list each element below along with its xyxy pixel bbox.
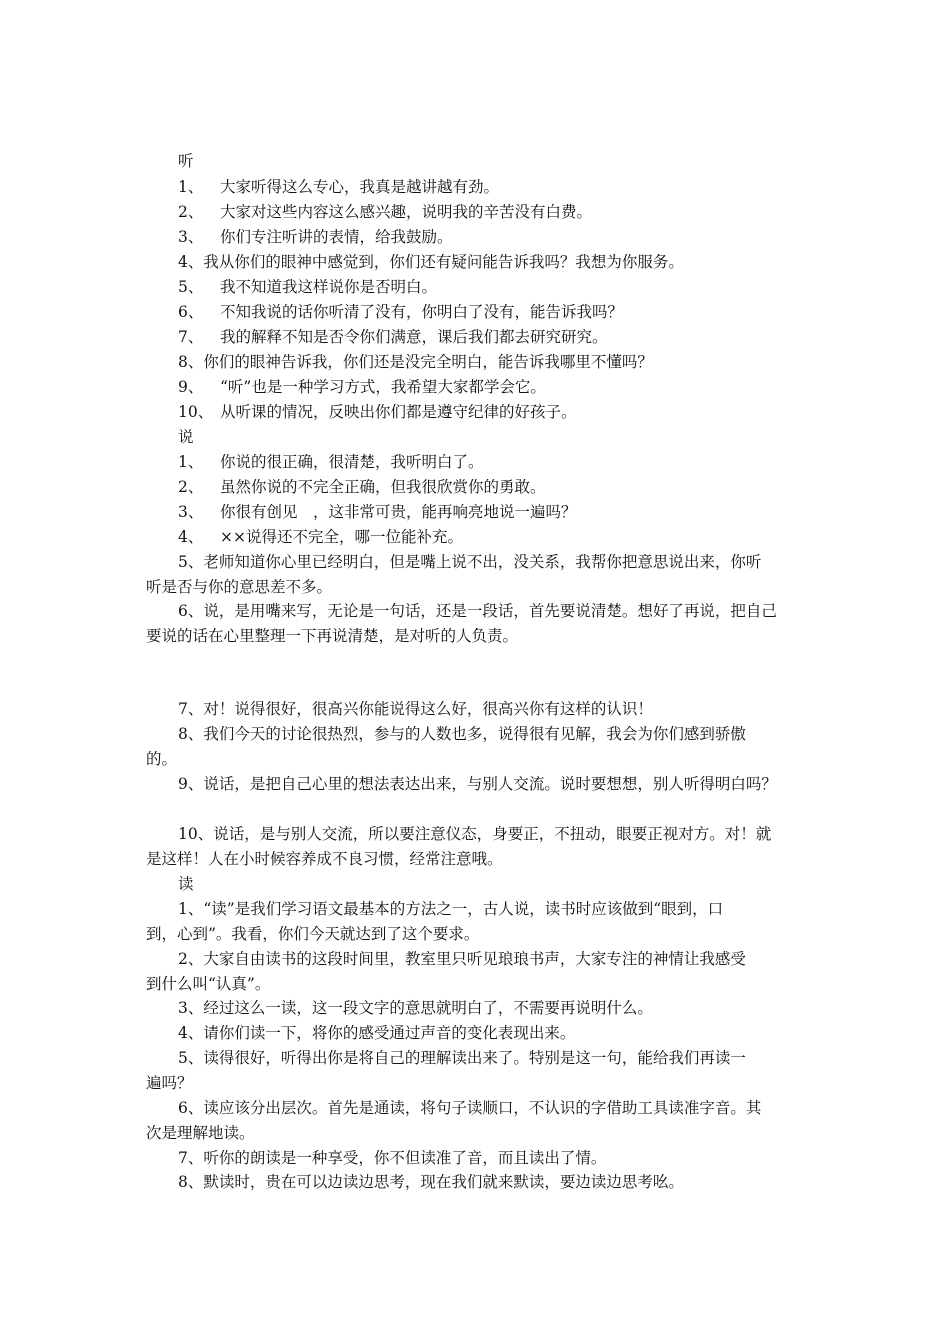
paragraph-line: 6、说，是用嘴来写，无论是一句话，还是一段话，首先要说清楚。想好了再说，把自己 xyxy=(178,602,777,620)
item-number: 2、 xyxy=(178,203,204,221)
item-text: 8、你们的眼神告诉我，你们还是没完全明白，能告诉我哪里不懂吗？ xyxy=(178,353,653,371)
list-item xyxy=(178,350,836,374)
paragraph-line: 5、读得很好，听得出你是将自己的理解读出来了。特别是这一句，能给我们再读一 xyxy=(178,1049,746,1067)
paragraph-line: 8、我们今天的讨论很热烈，参与的人数也多，说得很有见解，我会为你们感到骄傲 xyxy=(178,725,746,743)
paragraph-line: 8、默读时，贵在可以边读边思考，现在我们就来默读，要边读边思考吆。 xyxy=(178,1173,684,1191)
item-text: ××说得还不完全，哪一位能补充。 xyxy=(220,528,463,546)
paragraph-line: 要说的话在心里整理一下再说清楚，是对听的人负责。 xyxy=(146,627,519,645)
list-item xyxy=(178,525,836,549)
paragraph-line: 6、读应该分出层次。首先是通读，将句子读顺口，不认识的字借助工具读准字音。其 xyxy=(178,1099,762,1117)
list-item xyxy=(178,175,836,199)
item-number: 9、 xyxy=(178,378,204,396)
item-text: 从听课的情况，反映出你们都是遵守纪律的好孩子。 xyxy=(220,403,577,421)
paragraph-line: 到，心到”。我看，你们今天就达到了这个要求。 xyxy=(146,925,480,943)
paragraph-line: 2、大家自由读书的这段时间里，教室里只听见琅琅书声，大家专注的神情让我感受 xyxy=(178,950,746,968)
list-item xyxy=(178,225,836,249)
item-number: 7、 xyxy=(178,328,204,346)
item-text: 4、我从你们的眼神中感觉到，你们还有疑问能告诉我吗？我想为你服务。 xyxy=(178,253,684,271)
list-item xyxy=(178,500,836,524)
item-text: 你很有创见 ，这非常可贵，能再响亮地说一遍吗？ xyxy=(220,503,577,521)
item-number: 10、 xyxy=(178,403,214,421)
paragraph-line: 9、说话，是把自己心里的想法表达出来，与别人交流。说时要想想，别人听得明白吗？ xyxy=(178,775,777,793)
section-heading-listen: 听 xyxy=(178,152,194,170)
item-number: 5、 xyxy=(178,278,204,296)
list-item xyxy=(178,300,836,324)
item-text: 虽然你说的不完全正确，但我很欣赏你的勇敢。 xyxy=(220,478,546,496)
paragraph-line: 1、“读”是我们学习语文最基本的方法之一，古人说，读书时应该做到“眼到，口 xyxy=(178,900,724,918)
item-number: 2、 xyxy=(178,478,204,496)
list-item xyxy=(178,475,836,499)
item-text: “听”也是一种学习方式，我希望大家都学会它。 xyxy=(220,378,546,396)
paragraph-line: 7、对！说得很好，很高兴你能说得这么好，很高兴你有这样的认识！ xyxy=(178,700,653,718)
paragraph-line: 的。 xyxy=(146,750,178,768)
item-number: 3、 xyxy=(178,503,204,521)
section-heading-read: 读 xyxy=(178,875,194,893)
item-number: 1、 xyxy=(178,178,204,196)
paragraph-line: 3、经过这么一读，这一段文字的意思就明白了，不需要再说明什么。 xyxy=(178,999,653,1017)
item-text: 大家听得这么专心，我真是越讲越有劲。 xyxy=(220,178,500,196)
list-item xyxy=(178,275,836,299)
item-text: 你们专注听讲的表情，给我鼓励。 xyxy=(220,228,453,246)
paragraph-line: 是这样！人在小时候容养成不良习惯，经常注意哦。 xyxy=(146,850,503,868)
list-item xyxy=(178,450,836,474)
section-heading-speak: 说 xyxy=(178,428,194,446)
list-item xyxy=(178,325,836,349)
paragraph-line: 听是否与你的意思差不多。 xyxy=(146,578,333,596)
item-text: 我不知道我这样说你是否明白。 xyxy=(220,278,438,296)
list-item xyxy=(178,250,836,274)
item-text: 你说的很正确，很清楚，我听明白了。 xyxy=(220,453,484,471)
item-text: 大家对这些内容这么感兴趣，说明我的辛苦没有白费。 xyxy=(220,203,593,221)
paragraph-line: 10、说话，是与别人交流，所以要注意仪态，身要正，不扭动，眼要正视对方。对！就 xyxy=(178,825,772,843)
paragraph-line: 4、请你们读一下，将你的感受通过声音的变化表现出来。 xyxy=(178,1024,576,1042)
list-item xyxy=(178,400,836,424)
list-item xyxy=(178,200,836,224)
paragraph-line: 5、老师知道你心里已经明白，但是嘴上说不出，没关系，我帮你把意思说出来，你听 xyxy=(178,553,762,571)
item-text: 我的解释不知是否令你们满意，课后我们都去研究研究。 xyxy=(220,328,608,346)
item-number: 4、 xyxy=(178,528,204,546)
list-item xyxy=(178,375,836,399)
item-text: 不知我说的话你听清了没有，你明白了没有，能告诉我吗？ xyxy=(220,303,624,321)
item-number: 3、 xyxy=(178,228,204,246)
paragraph-line: 7、听你的朗读是一种享受，你不但读准了音，而且读出了情。 xyxy=(178,1149,607,1167)
item-number: 6、 xyxy=(178,303,204,321)
paragraph-line: 遍吗？ xyxy=(146,1074,193,1092)
paragraph-line: 次是理解地读。 xyxy=(146,1124,255,1142)
item-number: 1、 xyxy=(178,453,204,471)
paragraph-line: 到什么叫“认真”。 xyxy=(146,975,271,993)
